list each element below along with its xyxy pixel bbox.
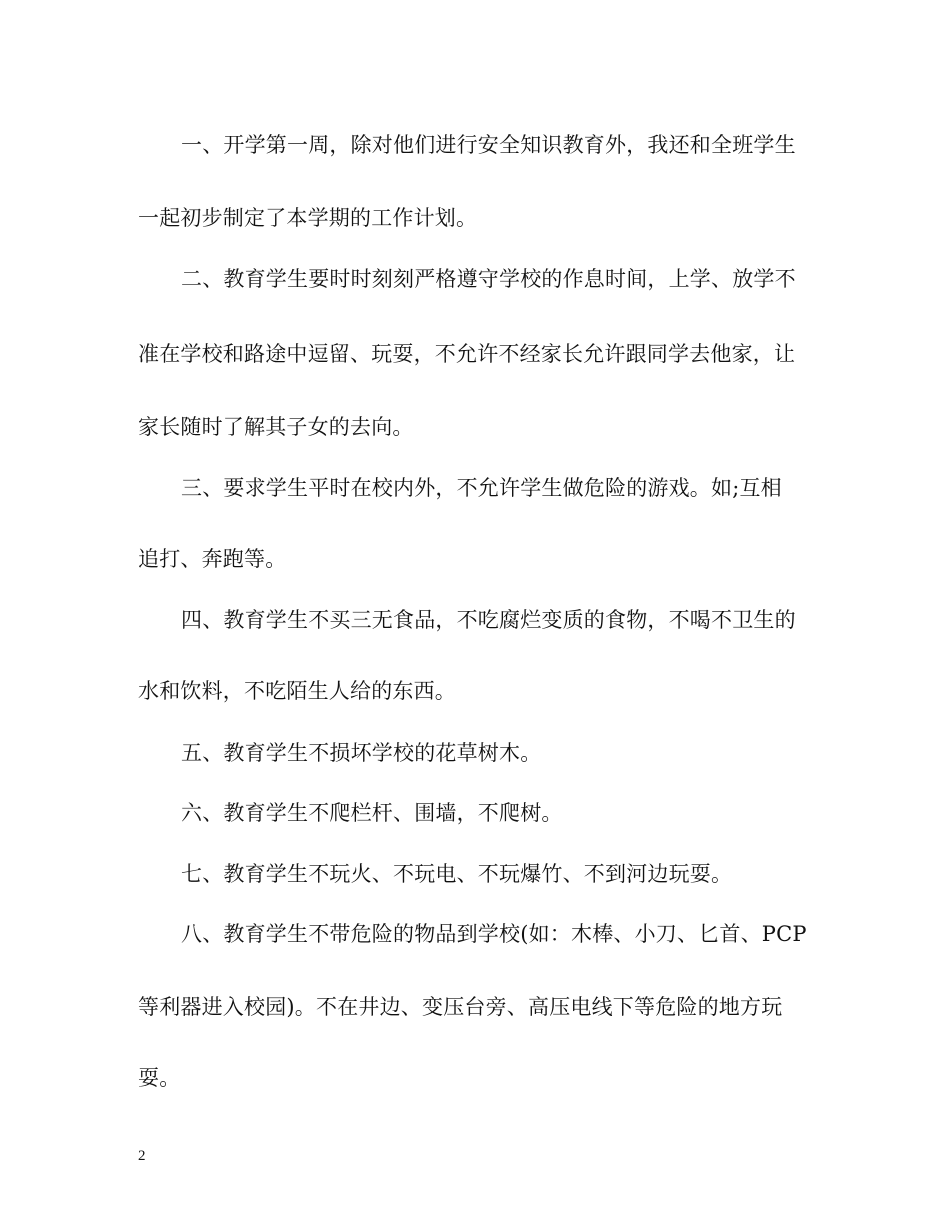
paragraph-1-line-2: 一起初步制定了本学期的工作计划。 bbox=[138, 206, 478, 230]
paragraph-8-line-1: 八、教育学生不带危险的物品到学校(如：木棒、小刀、匕首、PCP bbox=[181, 922, 807, 946]
paragraph-8-line-3: 耍。 bbox=[138, 1066, 181, 1090]
paragraph-2-line-3: 家长随时了解其子女的去向。 bbox=[138, 415, 414, 439]
paragraph-1-line-1: 一、开学第一周，除对他们进行安全知识教育外，我还和全班学生 bbox=[181, 133, 796, 157]
paragraph-4-line-2: 水和饮料，不吃陌生人给的东西。 bbox=[138, 679, 456, 703]
page-number: 2 bbox=[138, 1148, 146, 1164]
paragraph-7: 七、教育学生不玩火、不玩电、不玩爆竹、不到河边玩耍。 bbox=[181, 862, 733, 886]
paragraph-2-line-2: 准在学校和路途中逗留、玩耍，不允许不经家长允许跟同学去他家，让 bbox=[138, 342, 796, 366]
paragraph-2-line-1: 二、教育学生要时时刻刻严格遵守学校的作息时间，上学、放学不 bbox=[181, 267, 796, 291]
paragraph-8-line-2: 等利器进入校园)。不在井边、变压台旁、高压电线下等危险的地方玩 bbox=[138, 995, 783, 1019]
paragraph-4-line-1: 四、教育学生不买三无食品，不吃腐烂变质的食物，不喝不卫生的 bbox=[181, 608, 796, 632]
paragraph-3-line-2: 追打、奔跑等。 bbox=[138, 547, 287, 571]
paragraph-6: 六、教育学生不爬栏杆、围墙，不爬树。 bbox=[181, 801, 563, 825]
paragraph-5: 五、教育学生不损坏学校的花草树木。 bbox=[181, 741, 542, 765]
paragraph-3-line-1: 三、要求学生平时在校内外，不允许学生做危险的游戏。如;互相 bbox=[181, 476, 782, 500]
